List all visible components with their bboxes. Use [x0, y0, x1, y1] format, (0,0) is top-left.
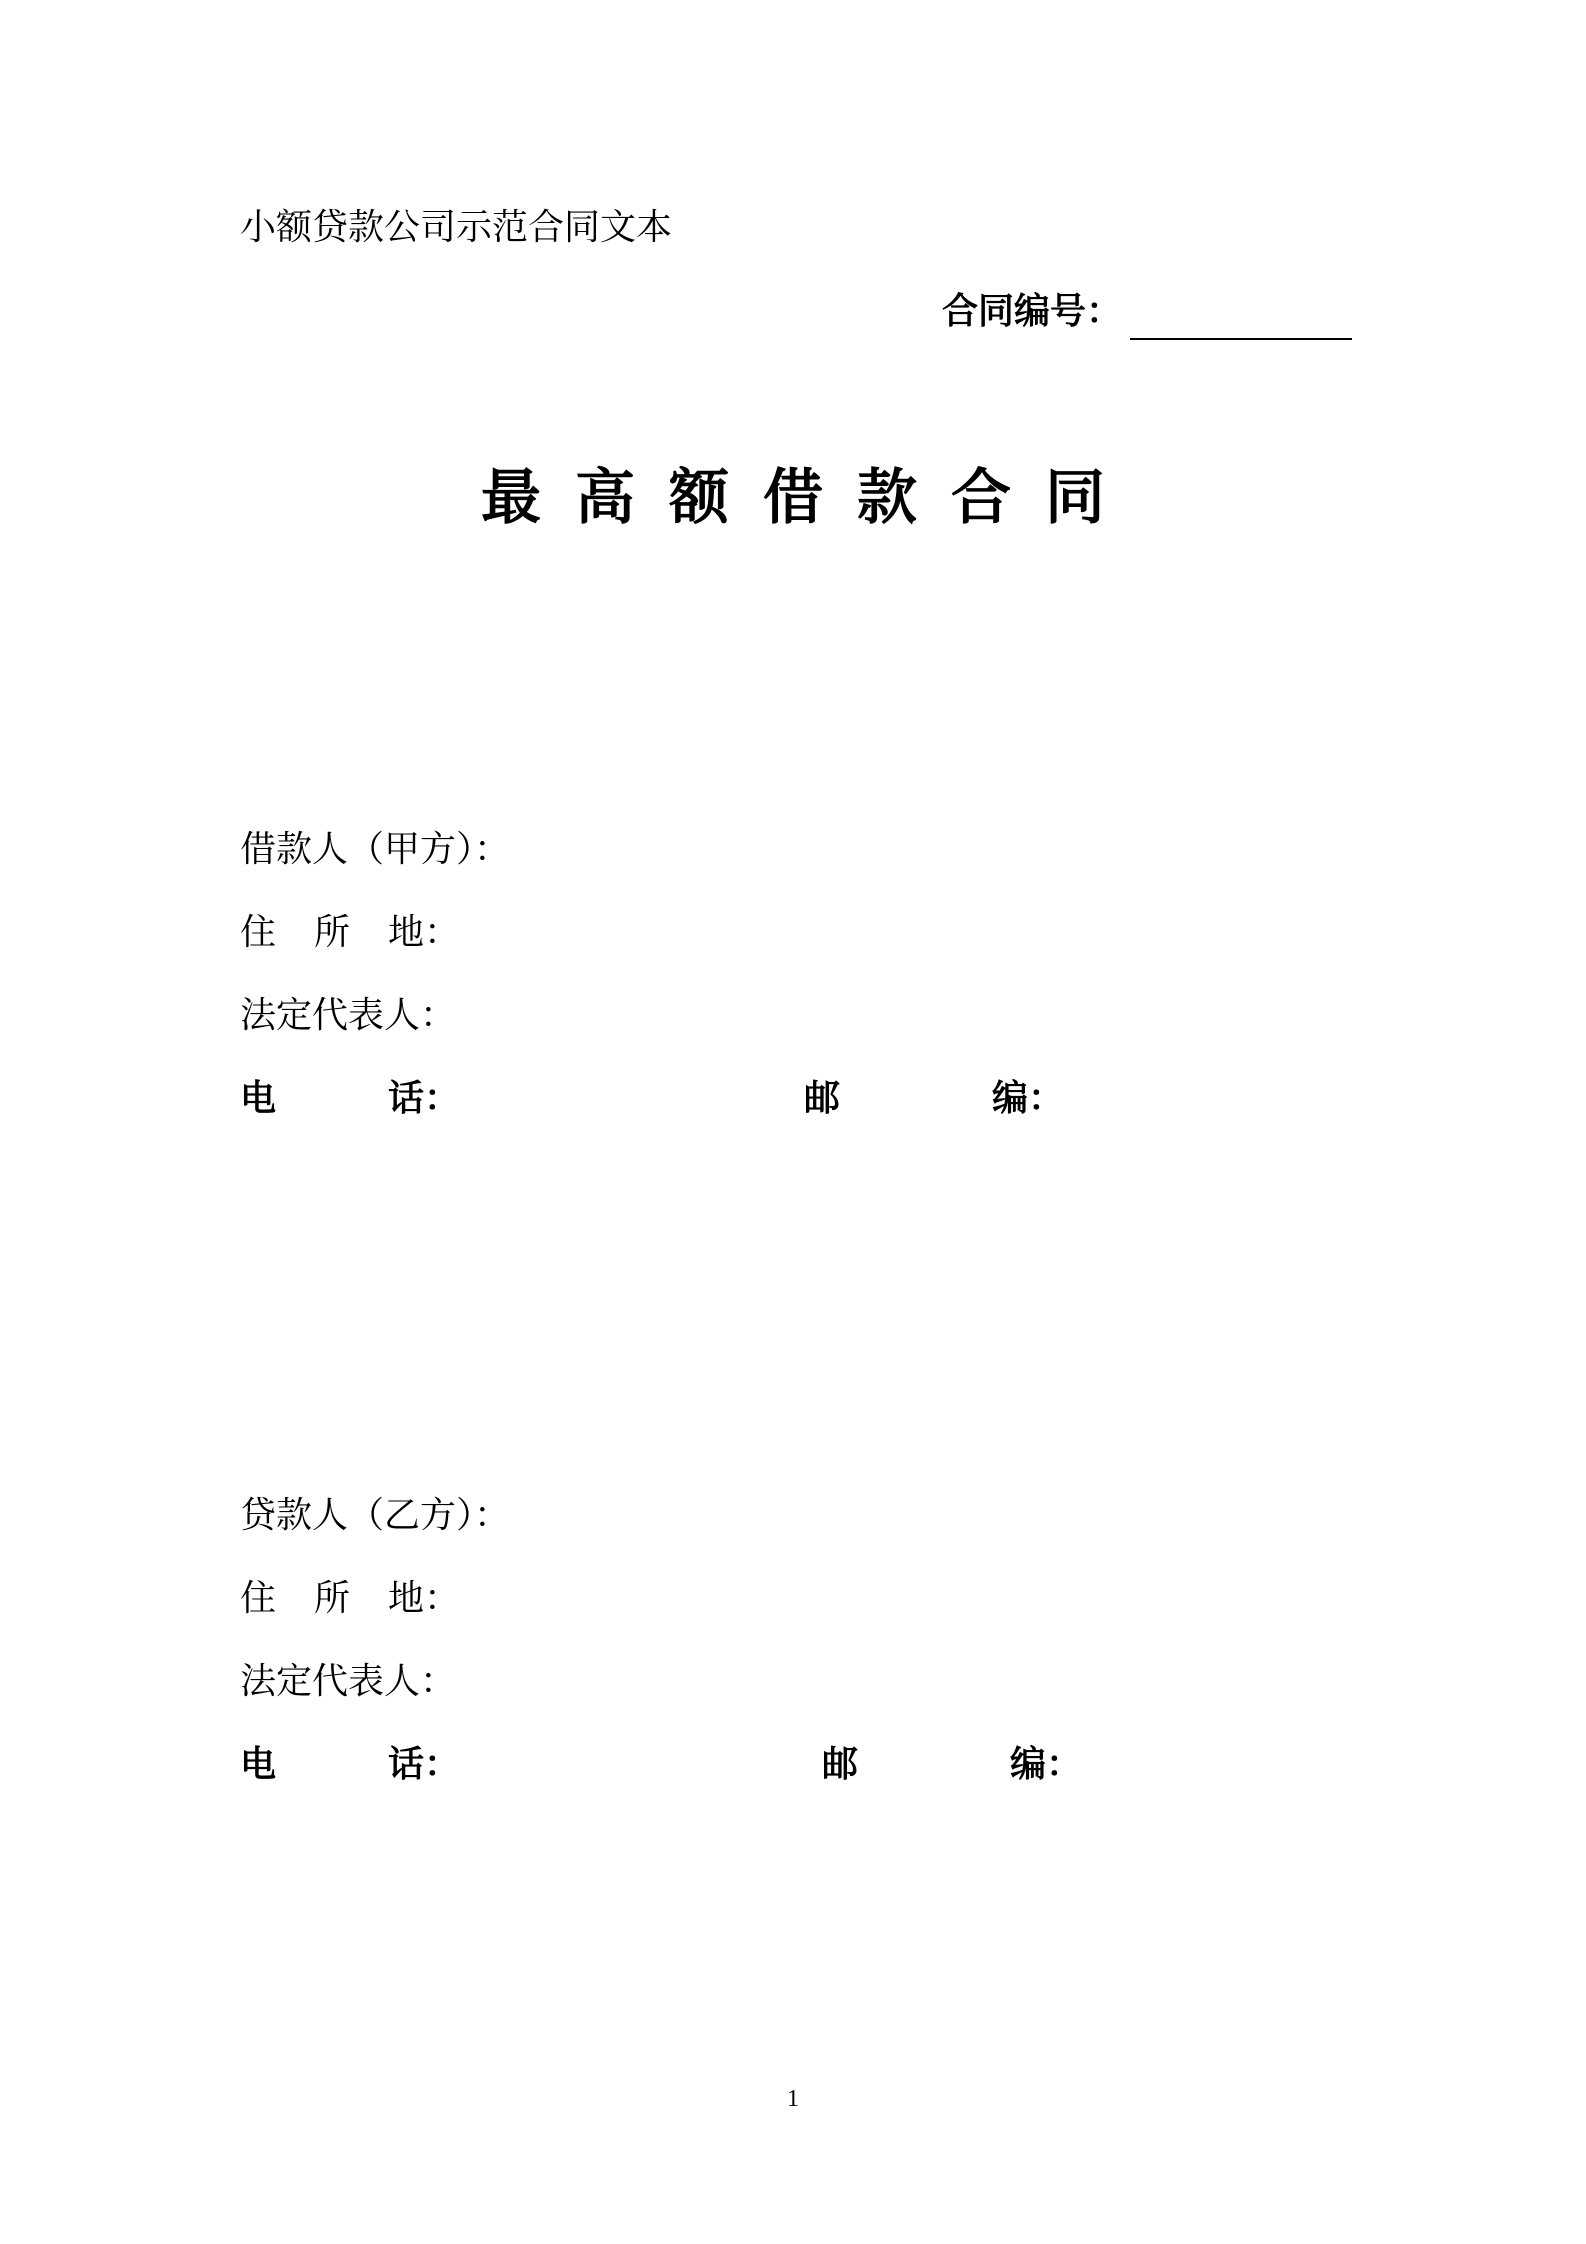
lender-legal-rep-label: 法定代表人： — [240, 1661, 457, 1702]
postcode-char-2: 编： — [992, 1078, 1065, 1119]
phone-char-2: 话： — [388, 1078, 461, 1119]
address-char-3: 地： — [388, 1578, 461, 1619]
postcode-char-2: 编： — [1010, 1744, 1083, 1785]
lender-label: 贷款人（乙方）： — [240, 1495, 511, 1536]
address-char-3: 地： — [388, 912, 461, 953]
address-char-1: 住 — [240, 1578, 277, 1619]
address-char-2: 所 — [314, 912, 351, 953]
document-type-header: 小额贷款公司示范合同文本 — [240, 207, 673, 248]
address-char-1: 住 — [240, 912, 277, 953]
address-char-2: 所 — [314, 1578, 351, 1619]
lender-section — [240, 1494, 1340, 1834]
contract-number-blank[interactable] — [1130, 338, 1352, 340]
borrower-section — [240, 828, 1340, 1168]
postcode-char-1: 邮 — [822, 1744, 859, 1785]
lender-postcode-label — [822, 1743, 1122, 1787]
borrower-address-label — [240, 911, 540, 955]
borrower-phone-label — [240, 1077, 540, 1121]
page-number: 1 — [787, 2086, 799, 2112]
lender-phone-label — [240, 1743, 540, 1787]
borrower-postcode-label — [804, 1077, 1104, 1121]
phone-char-2: 话： — [388, 1744, 461, 1785]
postcode-char-1: 邮 — [804, 1078, 841, 1119]
borrower-legal-rep-label: 法定代表人： — [240, 995, 457, 1036]
phone-char-1: 电 — [240, 1744, 277, 1785]
phone-char-1: 电 — [240, 1078, 277, 1119]
borrower-label: 借款人（甲方）： — [240, 829, 511, 870]
contract-number-label: 合同编号： — [942, 291, 1123, 332]
contract-title: 最高额借款合同 — [481, 463, 1139, 533]
lender-address-label — [240, 1577, 540, 1621]
